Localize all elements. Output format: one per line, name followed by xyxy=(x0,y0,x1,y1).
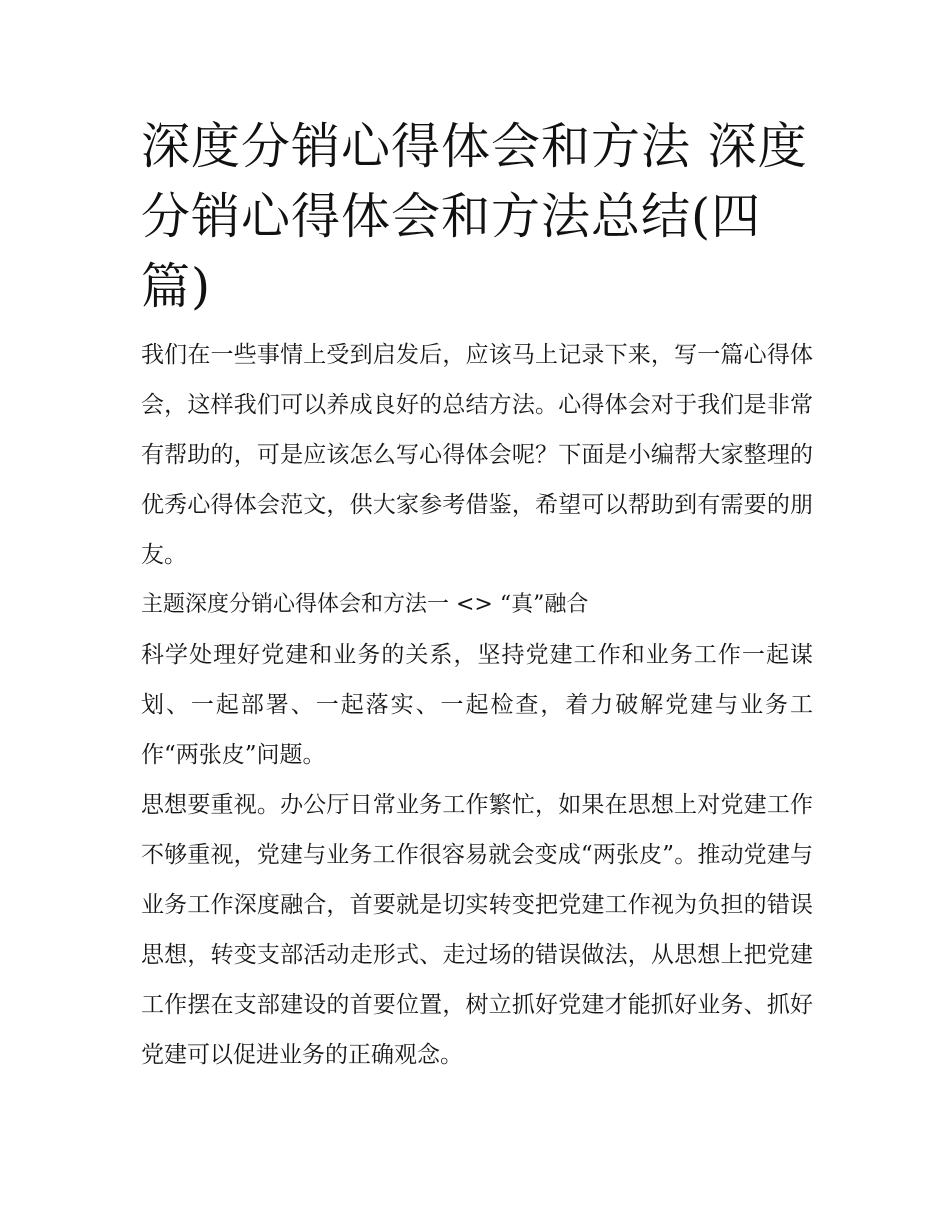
body-paragraph-1: 科学处理好党建和业务的关系，坚持党建工作和业务工作一起谋划、一起部署、一起落实、一起检查，着力破解党建与业务工作“两张皮”问题。 xyxy=(141,642,813,768)
document-page xyxy=(141,112,813,1080)
document-body xyxy=(141,330,813,1080)
section-heading: 主题深度分销心得体会和方法一 <> “真”融合 xyxy=(141,592,589,617)
document-title: 深度分销心得体会和方法 深度分销心得体会和方法总结(四篇) xyxy=(141,118,808,315)
body-paragraph-2: 思想要重视。办公厅日常业务工作繁忙，如果在思想上对党建工作不够重视，党建与业务工作很容易就会变成“两张皮”。推动党建与业务工作深度融合，首要就是切实转变把党建工作视为负担的错误思想，转变支部活动走形式、走过场的错误做法，从思想上把党建工作摆在支部建设的首要位置，树立抓好党建才能抓好业务、抓好党建可以促进业务的正确观念。 xyxy=(141,792,813,1068)
intro-paragraph: 我们在一些事情上受到启发后，应该马上记录下来，写一篇心得体会，这样我们可以养成良好的总结方法。心得体会对于我们是非常有帮助的，可是应该怎么写心得体会呢？下面是小编帮大家整理的优秀心得体会范文，供大家参考借鉴，希望可以帮助到有需要的朋友。 xyxy=(141,342,813,568)
